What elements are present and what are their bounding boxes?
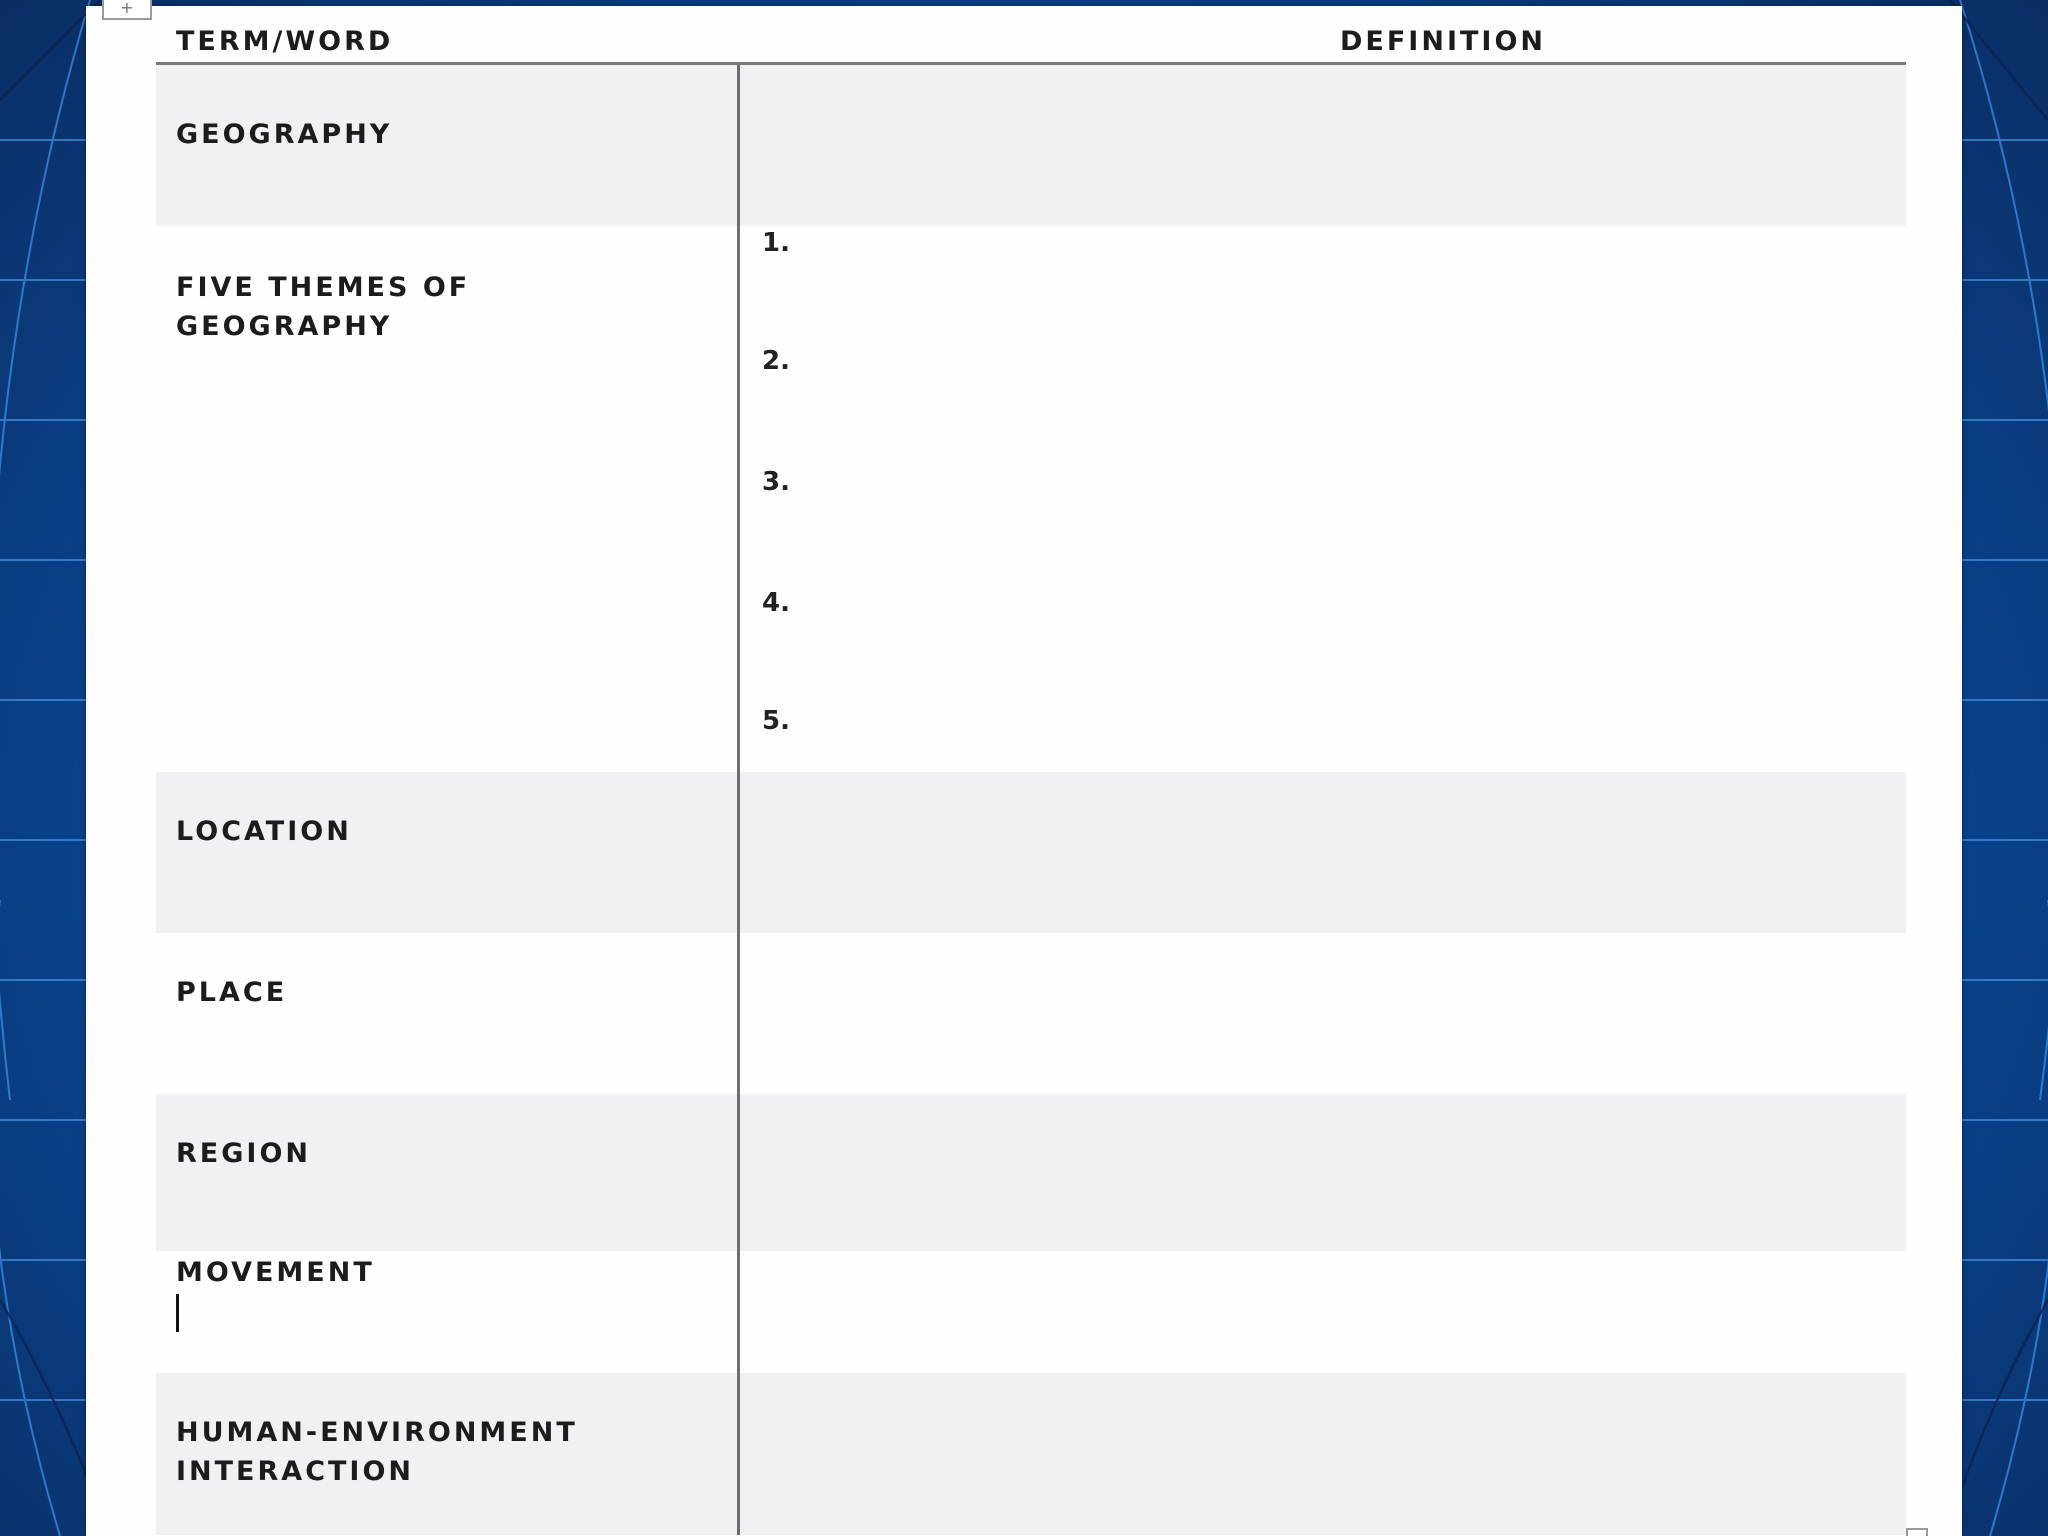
- definition-cell[interactable]: [740, 772, 1906, 933]
- table-row-geography[interactable]: [156, 65, 1906, 226]
- term-label: LOCATION: [176, 816, 352, 847]
- definition-cell[interactable]: [740, 1094, 1906, 1251]
- term-label-line1: HUMAN-ENVIRONMENT: [176, 1417, 578, 1448]
- definition-cell[interactable]: [740, 933, 1906, 1094]
- term-label-line2: GEOGRAPHY: [176, 311, 393, 342]
- text-cursor: [176, 1294, 179, 1332]
- list-item-number: 4.: [762, 588, 790, 618]
- table-move-handle[interactable]: [102, 0, 152, 20]
- term-cell: [156, 1251, 740, 1373]
- header-definition: DEFINITION: [1340, 26, 1547, 57]
- term-label: PLACE: [176, 977, 288, 1008]
- table-row-location[interactable]: [156, 772, 1906, 933]
- table-resize-handle[interactable]: [1906, 1528, 1928, 1536]
- vocabulary-table: [156, 20, 1906, 1535]
- definition-cell[interactable]: [740, 1373, 1906, 1535]
- term-cell: [156, 1373, 740, 1535]
- term-label: MOVEMENT: [176, 1257, 375, 1288]
- term-cell: [156, 1094, 740, 1251]
- definition-cell[interactable]: [740, 226, 1906, 772]
- definition-cell[interactable]: [740, 65, 1906, 226]
- list-item-number: 1.: [762, 228, 790, 258]
- list-item-number: 3.: [762, 467, 790, 497]
- table-row-movement[interactable]: [156, 1251, 1906, 1373]
- table-header: [156, 20, 1906, 65]
- table-row-human-environment[interactable]: [156, 1373, 1906, 1535]
- list-item-number: 2.: [762, 346, 790, 376]
- term-cell: [156, 772, 740, 933]
- header-term: TERM/WORD: [176, 26, 394, 57]
- table-row-place[interactable]: [156, 933, 1906, 1094]
- list-item-number: 5.: [762, 706, 790, 736]
- term-cell: [156, 226, 740, 772]
- term-label: GEOGRAPHY: [176, 119, 393, 150]
- definition-cell[interactable]: [740, 1251, 1906, 1373]
- table-row-five-themes[interactable]: [156, 226, 1906, 772]
- term-label-line1: FIVE THEMES OF: [176, 272, 471, 303]
- term-cell: [156, 65, 740, 226]
- term-label-line2: INTERACTION: [176, 1456, 415, 1487]
- term-label: REGION: [176, 1138, 311, 1169]
- term-cell: [156, 933, 740, 1094]
- table-row-region[interactable]: [156, 1094, 1906, 1251]
- move-icon: +: [120, 0, 134, 17]
